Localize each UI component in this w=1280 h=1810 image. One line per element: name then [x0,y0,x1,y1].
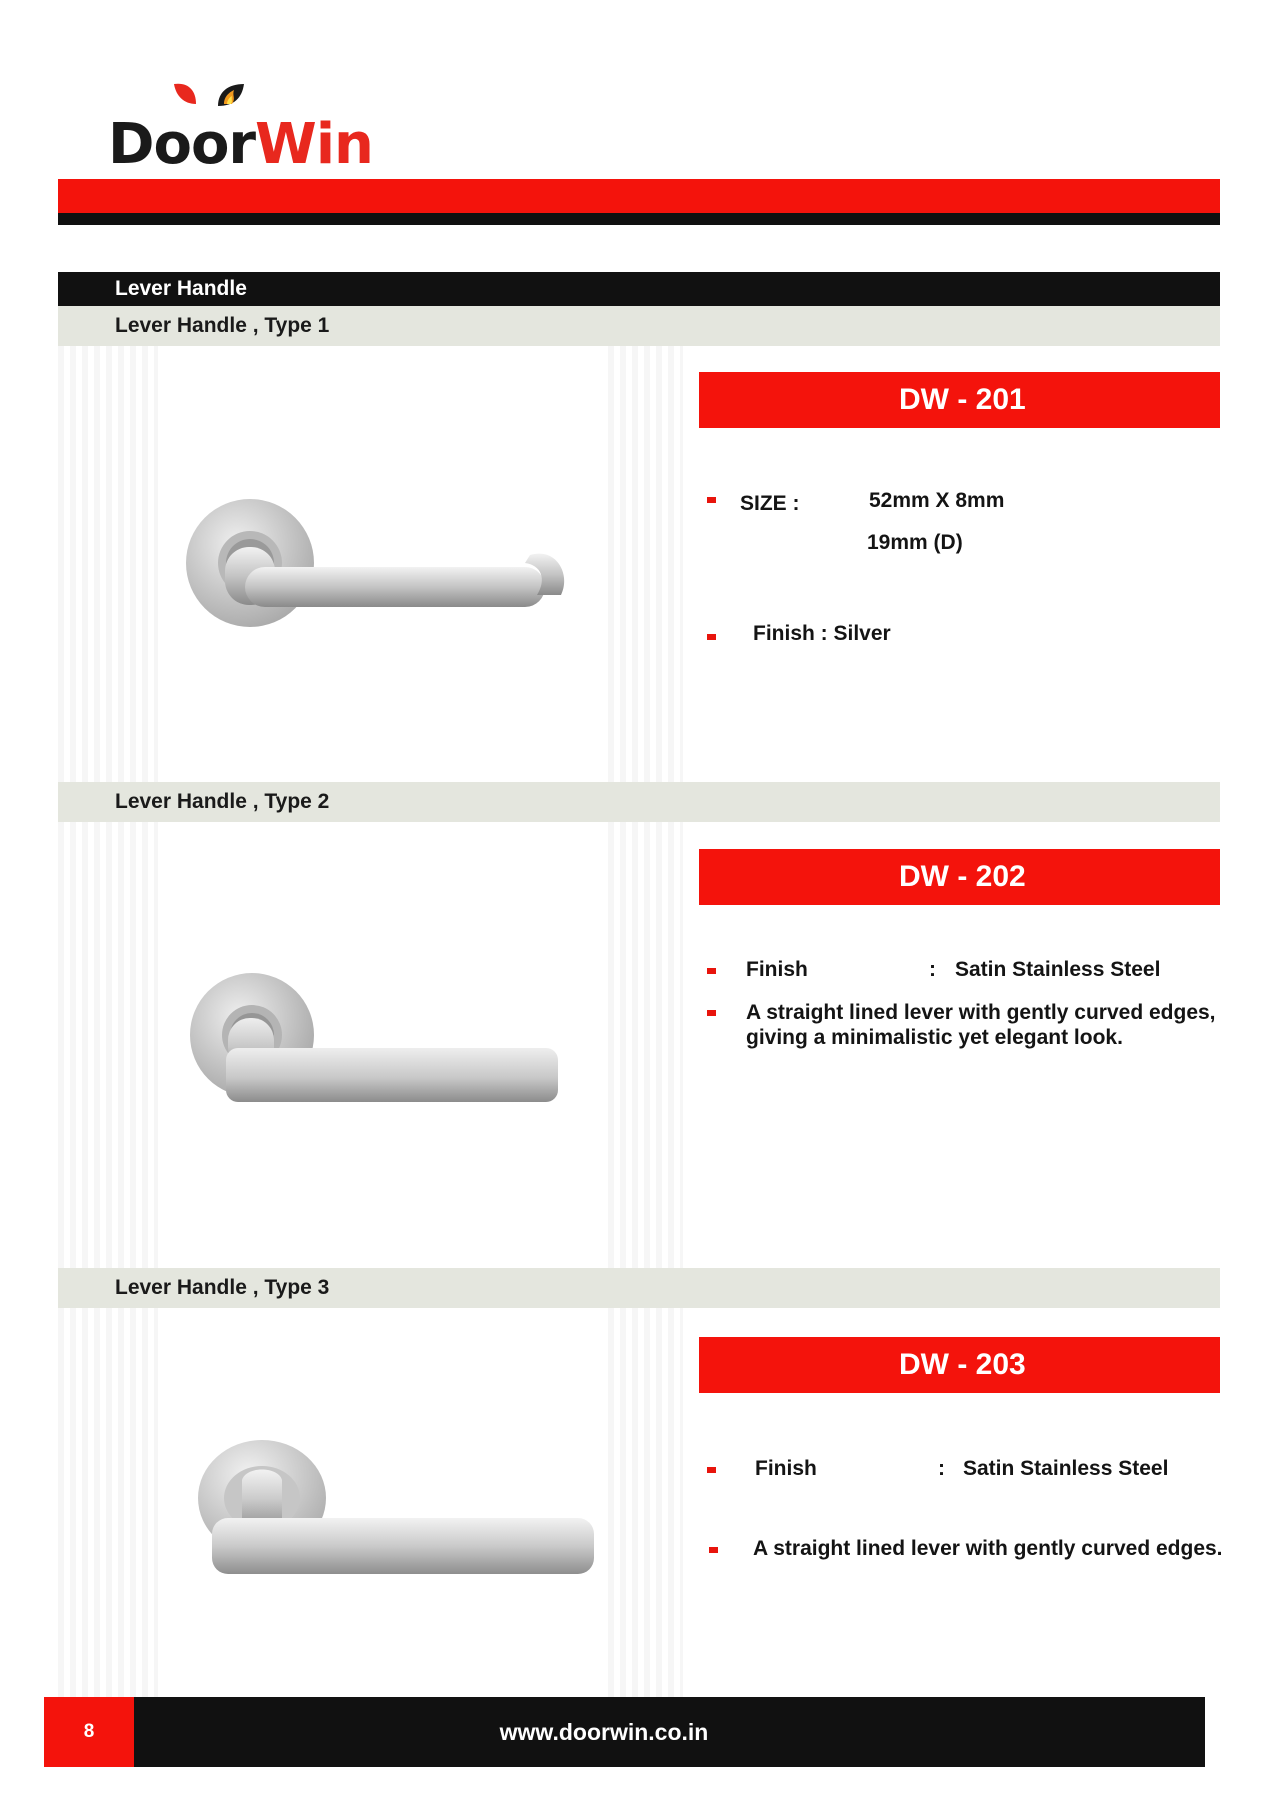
decorative-stripes [58,346,158,782]
product-subtitle: Lever Handle , Type 1 [115,314,330,337]
header-black-band [58,213,1220,225]
bullet-marker [707,968,716,974]
lever-handle-type3-image [196,1440,601,1580]
section-title-bar [58,272,1220,306]
product-subtitle: Lever Handle , Type 2 [115,790,330,813]
website-link[interactable]: www.doorwin.co.in [499,1719,709,1745]
bullet-marker [707,497,716,503]
product-code: DW - 202 [899,860,1026,893]
page-number: 8 [44,1697,134,1767]
description-text: A straight lined lever with gently curved edges. [753,1537,1223,1560]
size-value-1: 52mm X 8mm [869,489,1005,512]
bullet-marker [707,634,716,640]
bullet-marker [707,1467,716,1473]
doorwin-logo [108,80,373,177]
decorative-stripes [608,346,683,782]
lever-handle-type1-image [185,495,575,635]
decorative-stripes [58,822,158,1270]
product-code-bar [699,1337,1220,1393]
finish-value: Satin Stainless Steel [955,958,1161,981]
product-subtitle: Lever Handle , Type 3 [115,1276,330,1299]
bullet-marker [707,1010,716,1016]
product-subtitle-bar [58,306,1220,346]
header-red-band [58,179,1220,213]
product-subtitle-bar [58,782,1220,822]
decorative-stripes [58,1308,158,1697]
description-line-2: giving a minimalistic yet elegant look. [746,1026,1123,1049]
decorative-stripes [608,822,683,1270]
decorative-stripes [608,1308,683,1697]
size-value-2: 19mm (D) [867,531,963,554]
finish-value: Satin Stainless Steel [963,1457,1169,1480]
finish-label: Finish [755,1457,817,1480]
finish-separator: : [938,1457,945,1480]
description-line-1: A straight lined lever with gently curved edges, [746,1001,1216,1024]
bullet-marker [709,1547,718,1553]
section-title: Lever Handle [115,277,247,300]
product-code-bar [699,849,1220,905]
finish-label: Finish [746,958,808,981]
size-label: SIZE : [740,492,800,515]
product-subtitle-bar [58,1268,1220,1308]
lever-handle-type2-image [190,970,570,1105]
finish-text: Finish : Silver [753,622,891,645]
logo-wordmark: DoorWin [108,112,373,177]
product-code: DW - 203 [899,1348,1026,1381]
finish-separator: : [929,958,936,981]
product-code-bar [699,372,1220,428]
product-code: DW - 201 [899,383,1026,416]
